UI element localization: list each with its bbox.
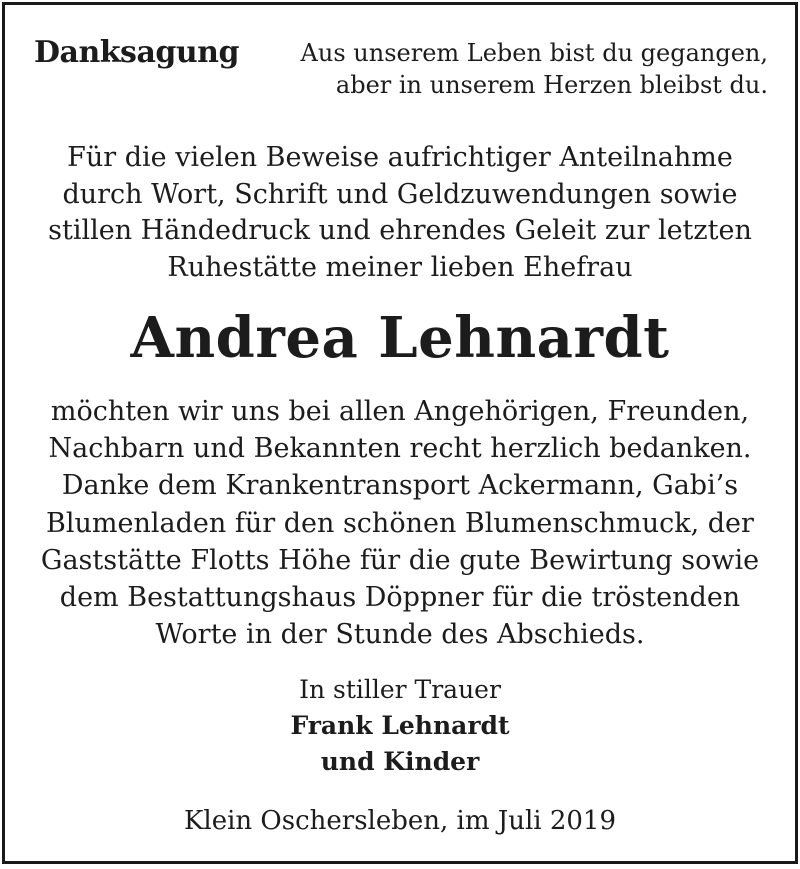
notice-heading: Danksagung (34, 35, 239, 70)
place-date: Klein Oschersleben, im Juli 2019 (183, 806, 617, 836)
thanks-line: möchten wir uns bei allen Angehörigen, Freunden, (50, 396, 750, 427)
motto-line: Aus unserem Leben bist du gegangen, (300, 39, 768, 67)
thanks-line: dem Bestattungshaus Döppner für die tröstenden (59, 582, 741, 614)
signature-block (0, 672, 800, 780)
thanks-line: Worte in der Stunde des Abschieds. (155, 619, 645, 651)
thanks-line: Gaststätte Flotts Höhe für die gute Bewirtung sowie (40, 544, 760, 576)
thanks-line: Nachbarn und Bekannten recht herzlich bedanken. (48, 433, 752, 465)
motto-verse (288, 37, 768, 101)
signature-family: und Kinder (320, 747, 480, 776)
signature-name: Frank Lehnardt (290, 711, 510, 740)
intro-line: stillen Händedruck und ehrendes Geleit zur letzten (48, 215, 752, 246)
thanks-line: Blumenladen für den schönen Blumenschmuck, der (46, 507, 754, 539)
intro-line: durch Wort, Schrift und Geldzuwendungen sowie (62, 178, 738, 210)
motto-line: aber in unserem Herzen bleibst du. (335, 71, 768, 99)
intro-paragraph (0, 140, 800, 286)
deceased-name: Andrea Lehnardt (130, 305, 670, 371)
intro-line: Für die vielen Beweise aufrichtiger Anteilnahme (67, 142, 733, 173)
intro-line: Ruhestätte meiner lieben Ehefrau (167, 251, 633, 283)
thanks-paragraph (0, 393, 800, 653)
signature-intro: In stiller Trauer (299, 675, 501, 704)
thanks-line: Danke dem Krankentransport Ackermann, Gabi’s (61, 470, 739, 502)
